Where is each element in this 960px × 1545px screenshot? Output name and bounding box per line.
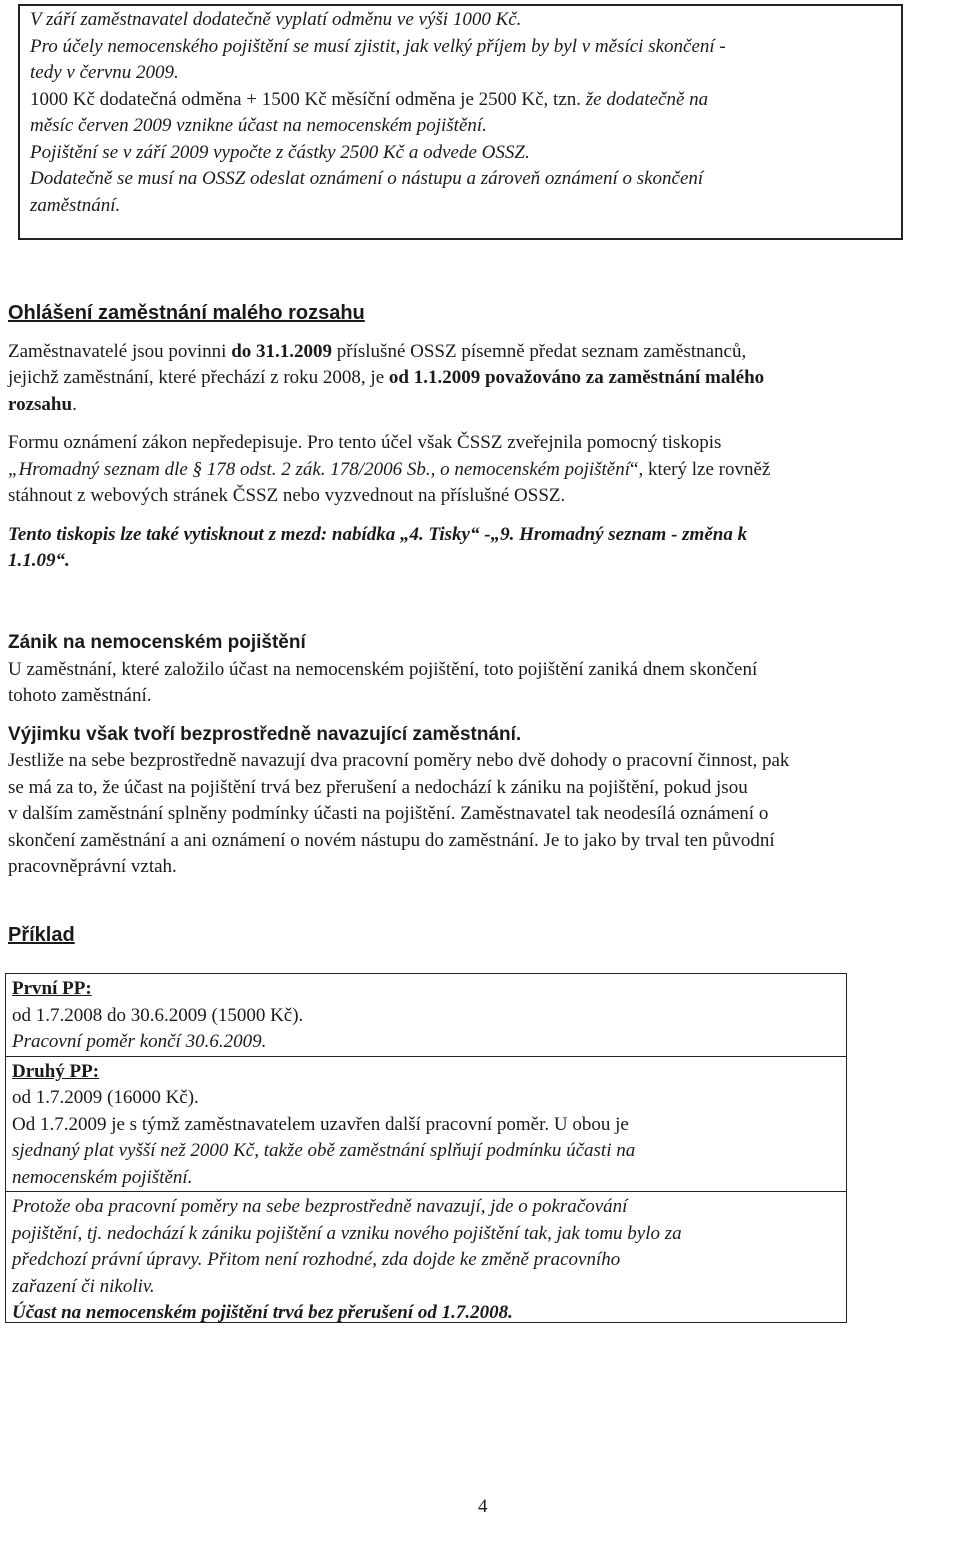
box-text: Pojištění se v září 2009 vypočte z částky 2500 Kč a odvede OSSZ. [30,141,530,163]
paragraph [8,522,956,575]
section-small-employment [8,300,956,575]
box-line [30,193,891,220]
paragraph [8,657,956,710]
text: nemocenském pojištění. [12,1166,193,1188]
text: se má za to, že účast na pojištění trvá bez přerušení a nedochází k zániku na pojištění, pokud jsou [8,776,748,798]
box-line [30,166,891,193]
paragraph [8,339,956,419]
pp-title: První PP: [12,978,92,999]
text: do 31.1.2009 [231,340,333,362]
box-text: měsíc červen 2009 vznikne účast na nemocenském pojištění. [30,115,487,136]
box-line [30,34,891,61]
example-second-employment [6,1056,846,1192]
text: Pro tento účel však ČSSZ zveřejnila pomocný tiskopis [302,432,722,453]
section-termination [8,630,956,881]
box-line [30,87,891,114]
example-heading: Příklad [8,924,75,946]
text: Jestliže na sebe bezprostředně navazují dva pracovní poměry nebo dvě dohody o pracovní činnost, pak [8,750,790,771]
box-text: Dodatečně se musí na OSSZ odeslat oznámení o nástupu a zároveň oznámení o skončení [30,168,704,189]
box-text: V září zaměstnavatel dodatečně vyplatí odměnu ve výši 1000 Kč. [30,9,522,30]
text: Formu oznámení zákon nepředepisuje. [8,432,303,453]
text: rozsahu [8,393,73,415]
box-line [30,140,891,167]
page-number: 4 [478,1496,488,1517]
text: stáhnout z webových stránek ČSSZ nebo vyzvednout na příslušné OSSZ. [8,485,566,506]
text: příslušné OSSZ písemně předat seznam zaměstnanců, [332,340,747,362]
box-line [30,60,891,87]
text: Tento tiskopis lze také vytisknout z mezd: nabídka „4. Tisky“ -„9. Hromadný seznam - změna k [8,523,748,545]
text: zařazení či nikoliv. [12,1275,155,1297]
section-heading: Zánik na nemocenském pojištění [8,632,306,653]
text: Zaměstnavatelé jsou povinni [8,340,232,362]
box-text: že dodatečně na [585,88,709,110]
example-first-employment [6,974,846,1056]
text: Účast na nemocenském pojištění trvá bez přerušení od 1.7.2008. [12,1302,513,1323]
example-conclusion [6,1191,846,1327]
text: Protože oba pracovní poměry na sebe bezprostředně navazují, jde o pokračování [12,1196,628,1217]
text: od 1.7.2009 (16000 Kč). [12,1087,199,1108]
text: U zaměstnání, které založilo účast na nemocenském pojištění, toto pojištění zaniká dnem skončení [8,658,758,680]
text: sjednaný plat vyšší než 2000 Kč, takže obě zaměstnání splňují podmínku účasti na [12,1140,636,1161]
text: skončení zaměstnání a ani oznámení o novém nástupu do zaměstnání. Je to jako by trval ten původní [8,829,775,851]
text: v dalším zaměstnání splněny podmínky účasti na pojištění. Zaměstnavatel tak neodesílá oznámení o [8,803,769,824]
box-line [30,113,891,140]
text: , o nemocenském pojištění [430,458,631,480]
text: od 1.1.2009 považováno za zaměstnání malého [388,367,765,388]
example-heading-wrap [8,922,956,949]
section-heading: Ohlášení zaměstnání malého rozsahu [8,302,365,324]
text: 1.1.09“. [8,550,70,571]
box-text: 1000 Kč dodatečná odměna + 1500 Kč měsíční odměna je 2500 Kč, tzn. [30,88,586,110]
text: předchozí právní úpravy. Přitom není rozhodné, zda dojde ke změně pracovního [12,1249,621,1270]
info-box [18,4,903,240]
box-text: tedy v červnu 2009. [30,62,179,83]
text: „Hromadný seznam dle § 178 odst. 2 zák. 178/2006 Sb. [8,458,431,480]
text: jejichž zaměstnání, které přechází z roku 2008, je [8,367,389,388]
example-box [5,973,847,1323]
text: pojištění, tj. nedochází k zániku pojištění a vzniku nového pojištění tak, jak tomu bylo za [12,1222,682,1244]
text: tohoto zaměstnání. [8,685,152,706]
subheading: Výjimku však tvoří bezprostředně navazující zaměstnání. [8,723,522,745]
paragraph [8,748,956,881]
paragraph [8,430,956,510]
text: pracovněprávní vztah. [8,856,177,877]
text: . [72,393,77,415]
box-text: zaměstnání. [30,194,121,216]
box-line [30,7,891,34]
box-text: Pro účely nemocenského pojištění se musí zjistit, jak velký příjem by byl v měsíci skončení - [30,35,726,57]
text: Pracovní poměr končí 30.6.2009. [12,1031,267,1052]
pp-title: Druhý PP: [12,1060,100,1082]
text: od 1.7.2008 do 30.6.2009 (15000 Kč). [12,1004,304,1026]
text: “, který lze rovněž [630,458,771,480]
text: Od 1.7.2009 je s týmž zaměstnavatelem uzavřen další pracovní poměr. U obou je [12,1113,629,1135]
